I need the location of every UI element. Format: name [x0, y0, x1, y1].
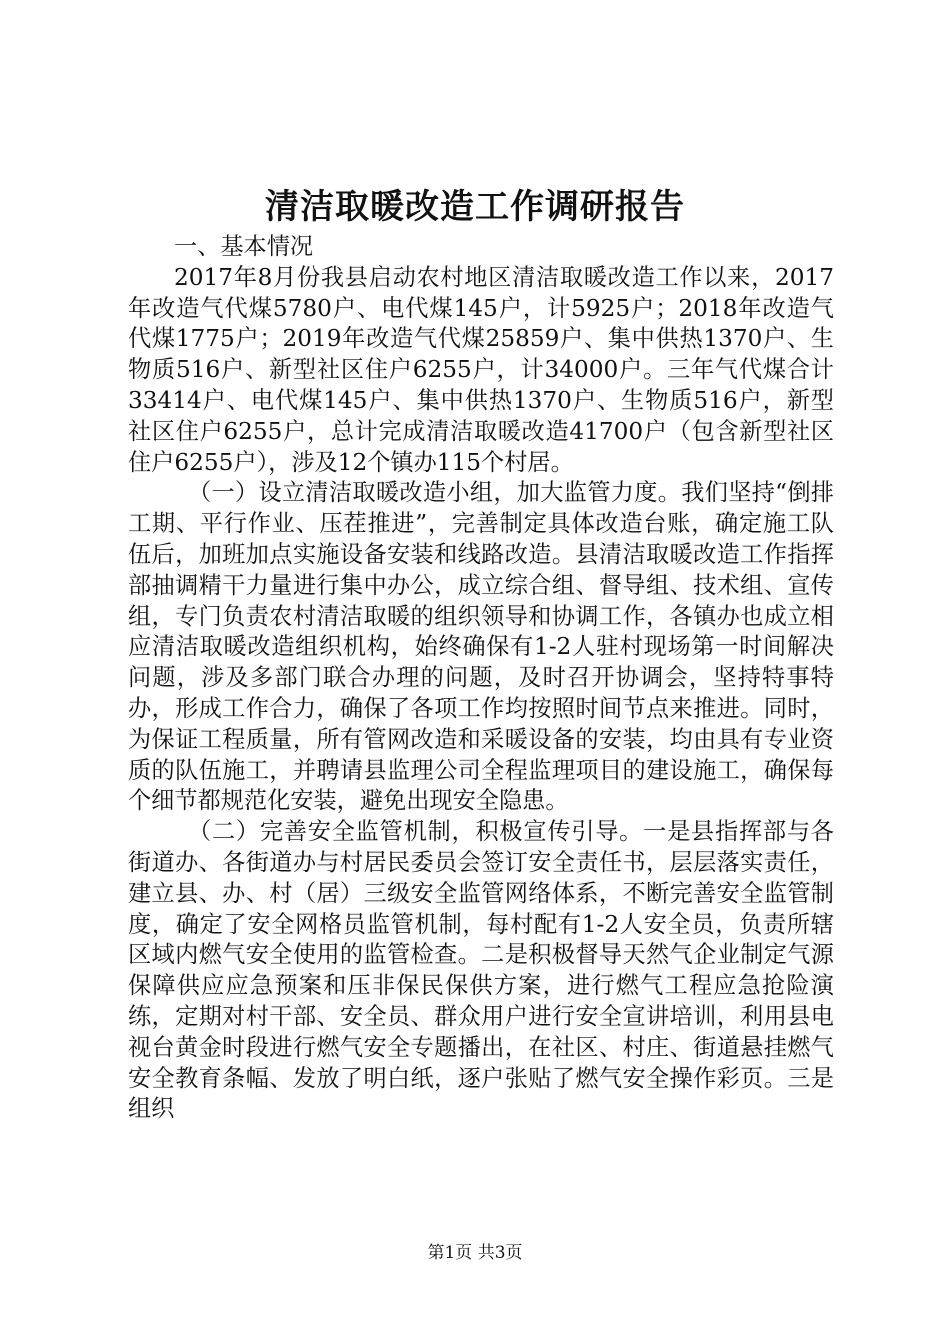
paragraph-supervision-group: （一）设立清洁取暖改造小组，加大监管力度。我们坚持“倒排工期、平行作业、压茬推进”，完善制定具体改造台账，确定施工队伍后，加班加点实施设备安装和线路改造。县清洁取暖改造工作指挥部抽调精干力量进行集中办公，成立综合组、督导组、技术组、宣传组，专门负责农村清洁取暖的组织领导和协调工作，各镇办也成立相应清洁取暖改造组织机构，始终确保有1-2人驻村现场第一时间解决问题，涉及多部门联合办理的问题，及时召开协调会，坚持特事特办，形成工作合力，确保了各项工作均按照时间节点来推进。同时，为保证工程质量，所有管网改造和采暖设备的安装，均由具有专业资质的队伍施工，并聘请县监理公司全程监理项目的建设施工，确保每个细节都规范化安装，避免出现安全隐患。 [128, 479, 834, 815]
section-heading: 一、基本情况 [174, 233, 314, 260]
paragraph-safety-mechanism: （二）完善安全监管机制，积极宣传引导。一是县指挥部与各街道办、各街道办与村居民委员会签订安全责任书，层层落实责任，建立县、办、村（居）三级安全监管网络体系，不断完善安全监管制度，确定了安全网格员监管机制，每村配有1-2人安全员，负责所辖区域内燃气安全使用的监管检查。二是积极督导天然气企业制定气源保障供应应急预案和压非保民保供方案，进行燃气工程应急抢险演练，定期对村干部、安全员、群众用户进行安全宣讲培训，利用县电视台黄金时段进行燃气安全专题播出，在社区、村庄、街道悬挂燃气安全教育条幅、发放了明白纸，逐户张贴了燃气安全操作彩页。三是组织 [128, 818, 834, 1123]
page-number-footer: 第1页 共3页 [427, 1243, 523, 1263]
document-body [128, 232, 834, 1125]
paragraph-basic-overview: 2017年8月份我县启动农村地区清洁取暖改造工作以来，2017年改造气代煤5780户、电代煤145户，计5925户；2018年改造气代煤1775户；2019年改造气代煤25859户、集中供热1370户、生物质516户、新型社区住户6255户，计34000户。三年气代煤合计33414户、电代煤145户、集中供热1370户、生物质516户，新型社区住户6255户，总计完成清洁取暖改造41700户（包含新型社区住户6255户），涉及12个镇办115个村居。 [128, 263, 834, 476]
document-title: 清洁取暖改造工作调研报告 [265, 187, 685, 227]
